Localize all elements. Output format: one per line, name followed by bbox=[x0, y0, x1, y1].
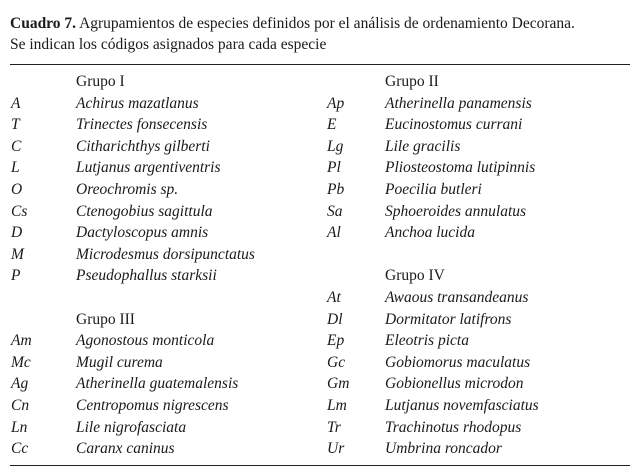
species-name: Trinectes fonsecensis bbox=[76, 116, 208, 134]
species-code: Lg bbox=[327, 137, 344, 155]
species-name: Oreochromis sp. bbox=[76, 181, 179, 198]
species-name: Agonostous monticola bbox=[76, 332, 215, 350]
species-name: Lutjanus novemfasciatus bbox=[385, 397, 539, 414]
group-heading-right: Grupo II bbox=[385, 73, 439, 90]
species-code: Tr bbox=[327, 418, 341, 436]
species-code: Pl bbox=[327, 159, 341, 177]
species-code: Gc bbox=[327, 353, 346, 371]
species-code: Ag bbox=[11, 375, 29, 393]
species-code: Al bbox=[327, 224, 341, 242]
species-code: T bbox=[11, 116, 20, 134]
species-name: Gobionellus microdon bbox=[385, 375, 524, 393]
species-name: Mugil curema bbox=[76, 353, 163, 371]
table-top-rule bbox=[10, 64, 630, 65]
species-name: Gobiomorus maculatus bbox=[385, 353, 531, 371]
species-code: Am bbox=[11, 332, 32, 350]
species-name: Eucinostomus currani bbox=[385, 116, 523, 134]
species-code: E bbox=[327, 116, 337, 134]
species-name: Eleotris picta bbox=[385, 332, 469, 350]
species-name: Microdesmus dorsipunctatus bbox=[76, 245, 255, 263]
species-code: A bbox=[11, 94, 21, 112]
species-code: Mc bbox=[11, 353, 31, 371]
species-name: Lile nigrofasciata bbox=[76, 418, 187, 436]
species-name: Anchoa lucida bbox=[385, 224, 475, 242]
species-code: Cs bbox=[11, 202, 28, 220]
species-name: Achirus mazatlanus bbox=[76, 94, 199, 112]
species-code: O bbox=[11, 181, 23, 198]
species-code: Cn bbox=[11, 397, 30, 414]
species-code: Sa bbox=[327, 202, 343, 220]
group-heading-left: Grupo I bbox=[76, 73, 125, 90]
species-code: Gm bbox=[327, 375, 350, 393]
species-code: D bbox=[11, 224, 23, 242]
species-code: Ln bbox=[11, 418, 28, 436]
species-name: Centropomus nigrescens bbox=[76, 397, 229, 414]
table-bottom-rule bbox=[10, 465, 630, 466]
species-name: Ctenogobius sagittula bbox=[76, 202, 213, 220]
species-name: Atherinella guatemalensis bbox=[76, 375, 239, 393]
caption-text: Agrupamientos de especies definidos por el análisis de ordenamiento Decorana. bbox=[76, 15, 575, 32]
species-name: Pseudophallus starksii bbox=[76, 267, 217, 285]
species-code: L bbox=[11, 159, 20, 177]
caption-line-1 bbox=[10, 13, 638, 34]
species-name: Dactyloscopus amnis bbox=[76, 224, 209, 242]
caption-label: Cuadro 7. bbox=[10, 15, 77, 32]
group-heading-right: Grupo IV bbox=[385, 267, 445, 285]
species-name: Dormitator latifrons bbox=[385, 310, 512, 328]
species-code: Lm bbox=[327, 397, 347, 414]
species-name: Trachinotus rhodopus bbox=[385, 418, 522, 436]
table-caption bbox=[10, 13, 638, 55]
caption-line-2: Se indican los códigos asignados para cada especie bbox=[10, 36, 327, 53]
species-name: Pliosteostoma lutipinnis bbox=[385, 159, 536, 177]
species-code: Ur bbox=[327, 440, 345, 458]
species-code: At bbox=[327, 289, 341, 306]
species-code: Ap bbox=[327, 94, 345, 112]
species-name: Citharichthys gilberti bbox=[76, 137, 210, 155]
species-name: Umbrina roncador bbox=[385, 440, 502, 458]
species-name: Lutjanus argentiventris bbox=[76, 159, 221, 177]
species-code: Ep bbox=[327, 332, 345, 350]
species-code: Dl bbox=[327, 310, 343, 328]
species-code: C bbox=[11, 137, 22, 155]
species-code: Pb bbox=[327, 181, 345, 198]
species-name: Sphoeroides annulatus bbox=[385, 202, 527, 220]
species-name: Atherinella panamensis bbox=[385, 94, 532, 112]
species-code: P bbox=[11, 267, 21, 285]
species-name: Lile gracilis bbox=[385, 137, 461, 155]
species-name: Caranx caninus bbox=[76, 440, 175, 458]
species-name: Poecilia butleri bbox=[385, 181, 482, 198]
species-code: Cc bbox=[11, 440, 29, 458]
species-code: M bbox=[11, 245, 24, 263]
group-heading-left: Grupo III bbox=[76, 310, 135, 328]
species-name: Awaous transandeanus bbox=[385, 289, 529, 306]
